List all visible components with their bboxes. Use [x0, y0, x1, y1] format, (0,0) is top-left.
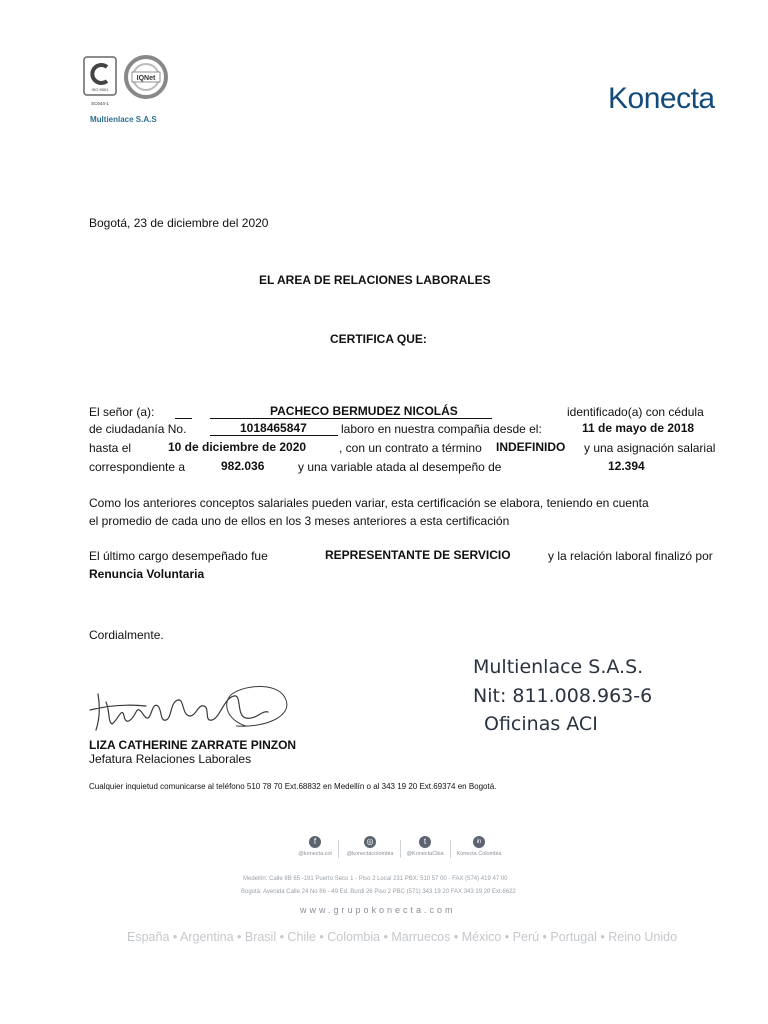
paragraph-line-1: Como los anteriores conceptos salariales pueden variar, esta certificación se elabora, teniendo en cuenta [89, 496, 649, 510]
blank-line [175, 418, 192, 419]
name-underline [210, 418, 492, 419]
stamp-line-2: Nit: 811.008.963-6 [473, 685, 653, 707]
address-medellin: Medellín: Calle 8B 65 -191 Puerto Seco 1 - Piso 2 Local 231 PBX: 510 57 00 - FAX (574) 419 47 00 [243, 876, 508, 882]
contract-type: INDEFINIDO [496, 440, 566, 454]
text-correspondiente: correspondiente a [89, 460, 186, 474]
place-date: Bogotá, 23 de diciembre del 2020 [89, 216, 269, 230]
certifica-heading: CERTIFICA QUE: [330, 332, 427, 346]
text-relacion-laboral: y la relación laboral finalizó por [548, 549, 713, 563]
konecta-logo: Konecta [608, 82, 715, 115]
position-title: REPRESENTANTE DE SERVICIO [325, 548, 511, 562]
stamp-line-1: Multienlace S.A.S. [473, 656, 644, 678]
social-instagram[interactable] [342, 836, 398, 857]
text-laboro: laboro en nuestra compañia desde el: [341, 422, 542, 436]
twitter-handle: @KonectaCbia [406, 851, 444, 857]
twitter-icon: t [419, 836, 431, 848]
text-hasta: hasta el [89, 441, 132, 455]
area-title: EL AREA DE RELACIONES LABORALES [259, 273, 491, 287]
social-twitter[interactable] [402, 836, 448, 857]
svg-text:IQNet: IQNet [136, 75, 156, 82]
social-links [294, 836, 510, 868]
text-ciudadania: de ciudadanía No. [89, 422, 187, 436]
signer-name: LIZA CATHERINE ZARRATE PINZON [89, 738, 297, 752]
linkedin-icon: in [473, 836, 485, 848]
text-asignacion: y una asignación salarial [584, 441, 716, 455]
variable-value: 12.394 [608, 459, 645, 473]
signer-role: Jefatura Relaciones Laborales [89, 752, 252, 766]
facebook-handle: @konecta.col [298, 851, 332, 857]
text-ultimo-cargo: El último cargo desempeñado fue [89, 549, 268, 563]
social-linkedin[interactable] [452, 836, 506, 857]
salary-value: 982.036 [221, 459, 265, 473]
countries-list: España • Argentina • Brasil • Chile • Colombia • Marruecos • México • Perú • Portugal • Reino Unido [127, 930, 678, 944]
instagram-handle: @konectacolombia [346, 851, 394, 857]
id-number: 1018465847 [240, 421, 307, 435]
contact-note: Cualquier inquietud comunicarse al teléfono 510 78 70 Ext.68832 en Medellín o al 343 19 20 Ext.69374 en Bogotá. [89, 782, 497, 791]
separator [338, 840, 339, 858]
closing: Cordialmente. [89, 628, 164, 642]
address-bogota: Bogotá: Avenida Calle 24 No 86 - 49 Ed. Burdi 26 Piso 2 PBC (571) 343 19 20 FAX 343 19 20 Ext.6622 [241, 889, 516, 895]
facebook-icon: f [309, 836, 321, 848]
id-underline [210, 435, 338, 436]
stamp-line-3: Oficinas ACI [484, 713, 598, 735]
end-date: 10 de diciembre de 2020 [168, 440, 307, 454]
instagram-youtube-icon: ◎ [364, 836, 376, 848]
separator [450, 840, 451, 858]
text-identificado: identificado(a) con cédula [567, 405, 704, 419]
svg-text:SC644-1: SC644-1 [91, 101, 109, 106]
certification-company-label: Multienlace S.A.S [90, 115, 157, 124]
text-variable: y una variable atada al desempeño de [298, 460, 502, 474]
iso-certification-icon [82, 55, 182, 117]
text-senor: El señor (a): [89, 405, 155, 419]
website-link[interactable]: www.grupokonecta.com [300, 905, 456, 915]
handwritten-signature [86, 676, 296, 738]
termination-reason: Renuncia Voluntaria [89, 567, 205, 581]
social-facebook[interactable] [294, 836, 336, 857]
start-date: 11 de mayo de 2018 [582, 421, 695, 435]
linkedin-handle: Konecta Colombia [456, 851, 502, 857]
paragraph-line-2: el promedio de cada uno de ellos en los 3 meses anteriores a esta certificación [89, 514, 510, 528]
employee-name: PACHECO BERMUDEZ NICOLÁS [270, 404, 458, 418]
separator [400, 840, 401, 858]
svg-text:ISO 9001: ISO 9001 [91, 87, 109, 92]
text-contrato: , con un contrato a término [339, 441, 482, 455]
